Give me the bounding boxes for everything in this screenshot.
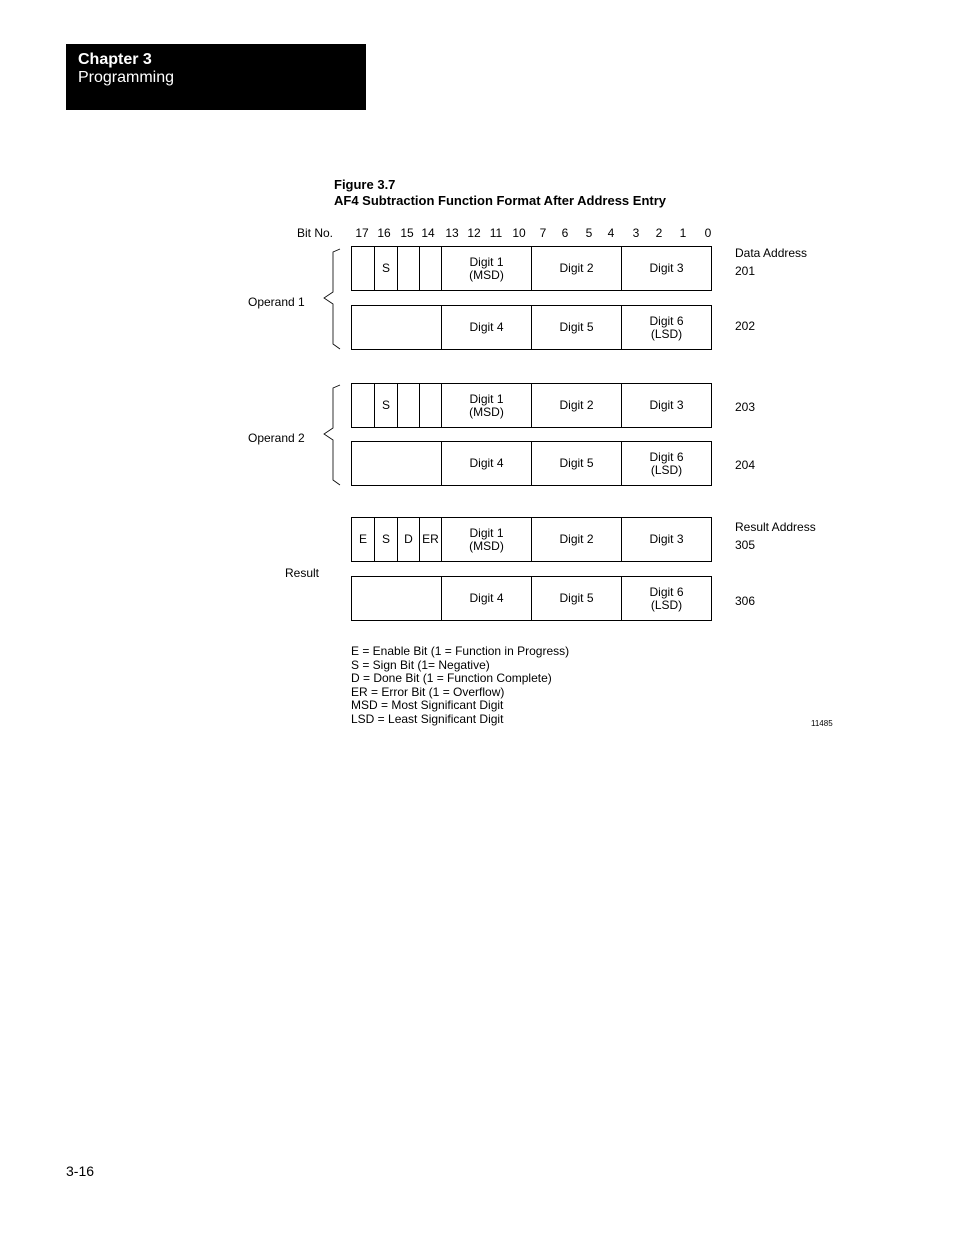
digit-cell (532, 442, 622, 485)
digit-label: Digit 5 (559, 320, 594, 334)
digit-cell (622, 306, 711, 349)
digit-label: Digit 1 (469, 254, 504, 269)
flag-cell: S (375, 518, 398, 561)
digit-cell (442, 306, 532, 349)
digit-cell (532, 247, 622, 290)
result-label: Result (285, 566, 320, 580)
figure-id: 11485 (811, 719, 833, 728)
digit-cell (532, 384, 622, 427)
digit-label: Digit 6 (649, 449, 684, 464)
flag-cell: D (398, 518, 420, 561)
bit-number: 14 (421, 226, 435, 240)
digit-cell (442, 577, 532, 620)
digit-label: Digit 2 (559, 532, 594, 546)
register-row-201 (351, 246, 712, 291)
legend-item: ER = Error Bit (1 = Overflow) (351, 684, 505, 699)
bit-number: 0 (704, 226, 712, 240)
digit-note: (MSD) (469, 404, 504, 419)
bit-number-label: Bit No. (297, 226, 334, 240)
digit-cell (442, 518, 532, 561)
digit-label: Digit 4 (469, 591, 504, 605)
digit-label: Digit 1 (469, 525, 504, 540)
blank-cell (352, 442, 442, 485)
digit-cell (622, 247, 711, 290)
flag-cell: S (375, 247, 398, 290)
flag-cell: ER (420, 518, 442, 561)
legend-item: MSD = Most Significant Digit (351, 698, 504, 713)
register-row-306 (351, 576, 712, 621)
bit-number: 10 (512, 226, 526, 240)
legend (351, 645, 569, 727)
address-201: 201 (735, 264, 756, 278)
legend-item: S = Sign Bit (1= Negative) (351, 657, 490, 672)
flag-cell (398, 384, 420, 427)
digit-cell (532, 306, 622, 349)
bit-number: 7 (539, 226, 547, 240)
address-202: 202 (735, 319, 756, 333)
flag-cell (398, 247, 420, 290)
register-row-203 (351, 383, 712, 428)
digit-label: Digit 1 (469, 391, 504, 406)
bit-number: 5 (585, 226, 593, 240)
flag-cell: E (352, 518, 375, 561)
address-204: 204 (735, 458, 756, 472)
bit-number: 16 (377, 226, 391, 240)
register-row-202 (351, 305, 712, 350)
bit-number: 6 (561, 226, 569, 240)
chapter-title: Chapter 3 (78, 51, 152, 68)
digit-cell (532, 577, 622, 620)
digit-cell (442, 247, 532, 290)
address-203: 203 (735, 400, 756, 414)
flag-cell (352, 384, 375, 427)
digit-label: Digit 4 (469, 320, 504, 334)
bit-number: 2 (655, 226, 663, 240)
digit-note: (LSD) (650, 326, 683, 341)
figure-title: AF4 Subtraction Function Format After Address Entry (334, 193, 667, 208)
digit-label: Digit 2 (559, 398, 594, 412)
chapter-header (66, 44, 366, 110)
bit-number: 12 (467, 226, 481, 240)
digit-label: Digit 3 (649, 261, 684, 275)
digit-cell (622, 518, 711, 561)
flag-cell: S (375, 384, 398, 427)
flag-cell (352, 247, 375, 290)
flag-cell (420, 247, 442, 290)
bit-number: 13 (445, 226, 459, 240)
bit-number: 15 (400, 226, 414, 240)
legend-item: E = Enable Bit (1 = Function in Progress) (351, 644, 570, 658)
digit-cell (442, 384, 532, 427)
digit-label: Digit 3 (649, 398, 684, 412)
digit-note: (LSD) (650, 462, 683, 477)
digit-cell (442, 442, 532, 485)
digit-label: Digit 5 (559, 591, 594, 605)
bit-number: 3 (632, 226, 640, 240)
digit-label: Digit 3 (649, 532, 684, 546)
register-row-305 (351, 517, 712, 562)
blank-cell (352, 306, 442, 349)
digit-cell (622, 442, 711, 485)
digit-label: Digit 5 (559, 456, 594, 470)
digit-label: Digit 4 (469, 456, 504, 470)
digit-note: (LSD) (650, 597, 683, 612)
figure-number: Figure 3.7 (334, 177, 396, 192)
digit-label: Digit 6 (649, 584, 684, 599)
register-row-204 (351, 441, 712, 486)
address-305: 305 (735, 538, 756, 552)
operand-2-brace (320, 382, 344, 488)
digit-label: Digit 2 (559, 261, 594, 275)
operand-1-label: Operand 1 (248, 295, 305, 309)
address-306: 306 (735, 594, 756, 608)
bit-number: 1 (679, 226, 687, 240)
chapter-subtitle: Programming (78, 69, 175, 86)
operand-1-brace (320, 246, 344, 352)
bit-number: 4 (607, 226, 615, 240)
flag-cell (420, 384, 442, 427)
bit-number: 11 (489, 226, 503, 240)
digit-note: (MSD) (469, 267, 504, 282)
digit-cell (532, 518, 622, 561)
blank-cell (352, 577, 442, 620)
digit-cell (622, 577, 711, 620)
digit-label: Digit 6 (649, 313, 684, 328)
page-number: 3-16 (66, 1163, 95, 1179)
data-address-header: Data Address (735, 246, 808, 260)
digit-note: (MSD) (469, 538, 504, 553)
legend-item: LSD = Least Significant Digit (351, 711, 504, 726)
operand-2-label: Operand 2 (248, 431, 305, 445)
result-address-header: Result Address (735, 520, 816, 534)
digit-cell (622, 384, 711, 427)
legend-item: D = Done Bit (1 = Function Complete) (351, 671, 552, 686)
bit-number: 17 (355, 226, 369, 240)
